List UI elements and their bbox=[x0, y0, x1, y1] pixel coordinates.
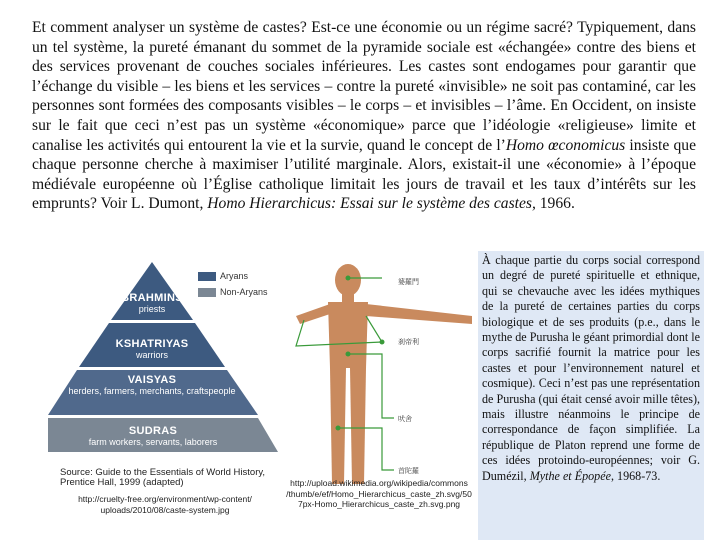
pyramid-url-line-1: http://cruelty-free.org/environment/wp-content/ bbox=[78, 494, 252, 504]
brahmins-title: BRAHMINS bbox=[121, 292, 183, 304]
body-right-leg bbox=[350, 368, 366, 484]
sudras-title: SUDRAS bbox=[128, 425, 178, 437]
side-panel-text bbox=[482, 253, 700, 484]
main-text-part-3: 1966. bbox=[535, 195, 575, 213]
body-url-line-2: /thumb/e/ef/Homo_Hierarchicus_caste_zh.svg/50 bbox=[286, 488, 472, 499]
body-url-line-3: 7px-Homo_Hierarchicus_caste_zh.svg.png bbox=[297, 499, 461, 509]
kshatriyas-subtitle: warriors bbox=[135, 350, 168, 360]
label-vaisya-zh: 吠舍 bbox=[398, 415, 412, 423]
pyramid-label-sudras bbox=[58, 425, 248, 447]
main-paragraph bbox=[32, 18, 696, 214]
side-text-part-b: , 1968-73. bbox=[610, 468, 661, 483]
legend-swatch-aryans bbox=[198, 272, 216, 281]
body-left-arm bbox=[296, 304, 330, 324]
legend-label-non-aryans: Non-Aryans bbox=[220, 287, 268, 297]
legend-label-aryans: Aryans bbox=[220, 271, 249, 281]
brahmins-subtitle: priests bbox=[138, 304, 166, 314]
pyramid-label-kshatriyas bbox=[88, 338, 216, 360]
body-url-line-1: http://upload.wikimedia.org/wikipedia/commons bbox=[290, 478, 468, 488]
pyramid-source-caption: Source: Guide to the Essentials of World History, Prentice Hall, 1999 (adapted) bbox=[60, 467, 266, 488]
marker-head bbox=[346, 276, 351, 281]
vaisyas-subtitle: herders, farmers, merchants, craftspeople bbox=[68, 386, 236, 396]
main-text-italic-dumont-title: Homo Hierarchicus: Essai sur le système des castes, bbox=[207, 195, 536, 213]
pyramid-image-url bbox=[60, 494, 270, 516]
main-text-italic-homo-oeconomicus: Homo œconomicus bbox=[505, 136, 626, 154]
caste-pyramid-figure bbox=[48, 260, 280, 488]
side-text-italic-title: Mythe et Épopée bbox=[529, 468, 611, 483]
sudras-subtitle: farm workers, servants, laborers bbox=[88, 437, 218, 447]
marker-legs bbox=[336, 426, 341, 431]
marker-arms bbox=[380, 340, 385, 345]
body-right-arm bbox=[366, 304, 472, 324]
pyramid-label-brahmins bbox=[108, 292, 196, 314]
body-torso bbox=[328, 302, 368, 368]
main-text-part-2: insiste que chaque personne cherche à maximiser l’utilité marginale. Alors, existait-il une «économie» à l’époque médiévale européenne où l’Église catholique limitait les jours de travail et les taux d’intérêts sur les emprunts? Voir L. Dumont, bbox=[32, 136, 696, 213]
body-diagram-graphic bbox=[286, 258, 478, 494]
vaisyas-title: VAISYAS bbox=[127, 374, 177, 386]
body-image-url bbox=[286, 478, 472, 510]
pyramid-url-line-2: uploads/2010/08/caste-system.jpg bbox=[100, 505, 230, 515]
main-text-part-1: Et comment analyser un système de castes? Est-ce une économie ou un régime sacré? Typiquement, dans un tel système, la pureté émanant du sommet de la pyramide sociale est «échangée» contre des biens et des services provenant de couches sociales inférieures. Les castes sont endogames pour garantir que l’échange du visible – les biens et les services – contre la pureté «invisible» ne soit pas contaminé, car les personnes sont formées des composants visibles – le corps – et invisibles – l’âme. En Occident, on insiste sur le fait que ceci n’est pas un système «économique» parce que l’idéologie «religieuse» limite et canalise les activités qui entourent la vie et la survie, quand le concept de l’ bbox=[32, 19, 696, 154]
legend-swatch-non-aryans bbox=[198, 288, 216, 297]
label-brahmin-zh: 婆羅門 bbox=[398, 278, 419, 286]
label-kshatriya-zh: 刹帝利 bbox=[398, 338, 419, 346]
label-sudra-zh: 首陀羅 bbox=[398, 467, 419, 475]
purusha-body-figure bbox=[286, 258, 478, 494]
kshatriyas-title: KSHATRIYAS bbox=[115, 338, 189, 350]
side-text-part-a: À chaque partie du corps social correspond un degré de pureté spirituelle et ethnique, qui se chevauche avec les idées mythiques de la pureté de certaines parties du corps biologique et de ses produits (p.e., dans le mythe de Purusha le géant primordial dont le corps sacrifié fournit la matrice pour les castes et pour l’environnement naturel et cosmique). Ceci n’est pas une représentation de Purusha (qui était censé avoir mille têtes), mais illustre néanmoins le principe de correspondance de façon simplifiée. La république de Platon reprend une forme de ces idées protoindo-européennes; voir G. Dumézil, bbox=[482, 253, 700, 483]
marker-belly bbox=[346, 352, 351, 357]
pyramid-label-vaisyas bbox=[68, 374, 236, 396]
